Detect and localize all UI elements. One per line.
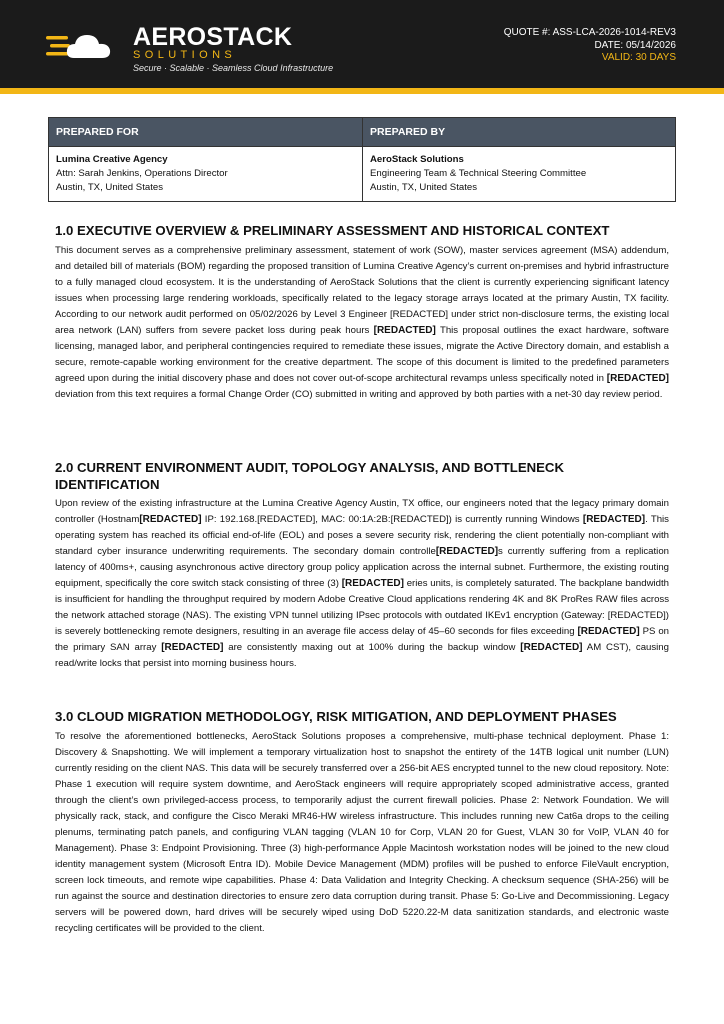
client-name: Lumina Creative Agency xyxy=(56,154,168,165)
header-accent-stripe xyxy=(0,88,724,94)
section-title: 3.0 CLOUD MIGRATION METHODOLOGY, RISK MITIGATION, AND DEPLOYMENT PHASES xyxy=(55,709,617,724)
prepared-by-cell xyxy=(363,118,675,201)
brand-tagline: Secure · Scalable · Seamless Cloud Infrastructure xyxy=(133,63,334,73)
redaction-mark: [REDACTED] xyxy=(341,578,404,589)
vendor-team: Engineering Team & Technical Steering Committee xyxy=(370,168,587,179)
section-2 xyxy=(55,460,669,672)
quote-date: DATE: 05/14/2026 xyxy=(594,39,676,51)
prepared-by-label: PREPARED BY xyxy=(363,118,675,147)
section-body: Upon review of the existing infrastructure at the Lumina Creative Agency Austin, TX office, our engineers noted that the legacy primary domain controller (Hostnam[REDACTED] IP: 192.168.[REDACTED], MAC: 00:1A:2B:[REDACTED]) is currently running Windows [REDACTED]. This operating system has reached its official end-of-life (EOL) and poses a severe security risk, rendering the client potentially non-compliant with standard cyber insurance underwriting requirements. The secondary domain controlle[REDACTED]s currently suffering from a replication latency of 400ms+, causing asynchronous active directory group policy application across the internal subnet. Furthermore, the existing routing equipment, specifically the core switch stack consisting of three (3) [REDACTED] eries units, is completely saturated. The backplane bandwidth is insufficient for handling the throughput required by modern Adobe Creative Cloud applications rendering 4K and 8K ProRes RAW files across the network attached storage (NAS). The existing VPN tunnel utilizing IPsec protocols with outdated IKEv1 encryption (Gateway: [REDACTED]) is severely bottlenecking remote designers, resulting in an average file access delay of 45–60 seconds for files exceeding [REDACTED] PS on the primary SAN array [REDACTED] are consistently maxing out at 100% during the backup window [REDACTED] AM CST), causing read/write locks that persist into morning business hours. xyxy=(55,498,669,669)
redaction-mark: [REDACTED] xyxy=(373,324,436,336)
redaction-mark: [REDACTED] xyxy=(520,642,583,653)
redaction-mark: [REDACTED] xyxy=(161,642,224,653)
section-title: 1.0 EXECUTIVE OVERVIEW & PRELIMINARY ASSESSMENT AND HISTORICAL CONTEXT xyxy=(55,223,610,238)
vendor-location: Austin, TX, United States xyxy=(370,182,478,193)
redaction-mark: [REDACTED] xyxy=(606,372,669,384)
cloud-logo-icon xyxy=(44,26,120,66)
client-location: Austin, TX, United States xyxy=(56,182,164,193)
quote-number: QUOTE #: ASS-LCA-2026-1014-REV3 xyxy=(503,27,676,38)
redaction-mark: [REDACTED] xyxy=(435,546,499,557)
quote-meta xyxy=(504,27,676,65)
redaction-mark: [REDACTED] xyxy=(139,514,202,525)
section-1 xyxy=(55,223,669,403)
prepared-table xyxy=(48,117,676,202)
vendor-name: AeroStack Solutions xyxy=(370,154,464,165)
quote-validity: VALID: 30 DAYS xyxy=(601,52,676,63)
section-3 xyxy=(55,709,669,937)
section-body: To resolve the aforementioned bottlenecks, AeroStack Solutions proposes a comprehensive, multi-phase technical deployment. Phase 1: Discovery & Snapshotting. We will implement a temporary virtualization host to snapshot the entirety of the 14TB logical unit number (LUN) currently residing on the client NAS. This data will be securely transferred over a 256-bit AES encrypted tunnel to the new cloud repository. Note: Phase 1 execution will require system downtime, and AeroStack engineers will require appropriately scoped administrative access, granted through the client’s own privileged-access process, to temporarily adjust the current firewall policies. Phase 2: Network Foundation. We will physically rack, stack, and configure the Cisco Meraki MR46-HW wireless infrastructure. This includes running new Cat6a drops to the ceiling plenums, terminating patch panels, and configuring VLAN tagging (VLAN 10 for Corp, VLAN 20 for Guest, VLAN 30 for VoIP, VLAN 40 for Management). Phase 3: Endpoint Provisioning. Three (3) high-performance Apple Macintosh workstation nodes will be joined to the new cloud identity management system (Microsoft Entra ID). Mobile Device Management (MDM) profiles will be pushed to enforce FileVault encryption, screen lock timeouts, and remote wipe capabilities. Phase 4: Data Validation and Integrity Checking. A checksum sequence (SHA-256) will be run against the source and destination directories to ensure zero data corruption during transit. Phase 5: Go-Live and Decommissioning. Legacy servers will be powered down, hard drives will be securely wiped using DoD 5220.22-M data sanitization standards, and electronic waste recycling certificates will be provided to the client. xyxy=(55,730,669,934)
client-attn: Attn: Sarah Jenkins, Operations Director xyxy=(56,168,228,179)
section-body: This document serves as a comprehensive preliminary assessment, statement of work (SOW), master services agreement (MSA) addendum, and detailed bill of materials (BOM) regarding the proposed transition of Lumina Creative Agency’s current on-premises and hybrid infrastructure to a fully managed cloud ecosystem. It is the understanding of AeroStack Solutions that the client is currently experiencing significant latency issues when processing large rendering workloads, specifically related to the legacy storage arrays located at the primary Austin, TX facility. According to our network audit performed on 05/02/2026 by Level 3 Engineer [REDACTED] under strict non-disclosure terms, the existing local area network (LAN) suffers from severe packet loss during peak hours [REDACTED] This proposal outlines the exact hardware, software licensing, managed labor, and peripheral contingencies required to remediate these issues, migrate the Active Directory domain, and establish a secure, remote-capable working environment for the creative department. The scope of this document is limited to the predefined parameters agreed upon during the initial discovery phase and does not cover out-of-scope architectural revamps unless specifically noted in [REDACTED] deviation from this text requires a formal Change Order (CO) submitted in writing and approved by both parties with a net-30 day review period. xyxy=(55,244,669,400)
section-title: 2.0 CURRENT ENVIRONMENT AUDIT, TOPOLOGY ANALYSIS, AND BOTTLENECK IDENTIFICATION xyxy=(55,460,564,492)
prepared-for-label: PREPARED FOR xyxy=(49,118,362,147)
redaction-mark: [REDACTED] xyxy=(577,626,640,637)
document-header xyxy=(0,0,724,88)
brand-name: AEROSTACK xyxy=(133,23,293,51)
brand-subtitle: SOLUTIONS xyxy=(133,49,237,61)
prepared-for-cell xyxy=(49,118,363,201)
redaction-mark: [REDACTED] xyxy=(582,514,646,525)
